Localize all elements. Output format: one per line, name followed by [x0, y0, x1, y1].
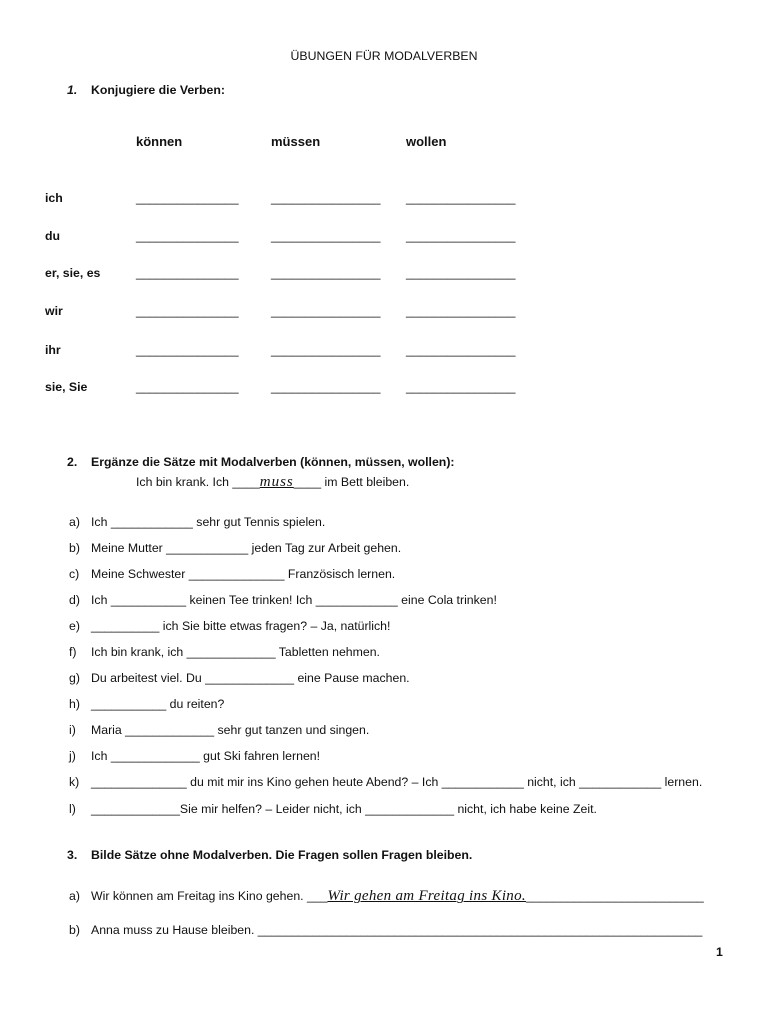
- answer-blank: ________________: [406, 266, 516, 280]
- item-label: j): [69, 749, 76, 763]
- item-sentence: Meine Mutter ____________ jeden Tag zur Arbeit gehen.: [91, 541, 402, 555]
- section-3-heading: [0, 847, 768, 863]
- answer-blank: _______________: [136, 380, 239, 394]
- column-header-koennen: können: [136, 134, 183, 149]
- answer-blank: ________________: [271, 229, 381, 243]
- section-3-number: 3.: [67, 848, 78, 862]
- example-text-after: ____ im Bett bleiben.: [293, 475, 410, 489]
- item-label: b): [69, 923, 80, 937]
- conjugation-row: [0, 228, 768, 244]
- exercise-item: [0, 670, 768, 686]
- conjugation-row: [0, 379, 768, 395]
- section-1-heading: [0, 82, 768, 98]
- column-header-wollen: wollen: [406, 134, 447, 149]
- answer-blank: _______________: [136, 304, 239, 318]
- item-sentence: Ich ____________ sehr gut Tennis spielen.: [91, 515, 326, 529]
- example-handwritten-answer: muss: [259, 474, 294, 490]
- worksheet-title: ÜBUNGEN FÜR MODALVERBEN: [290, 49, 478, 63]
- item-sentence: ______________ du mit mir ins Kino gehen heute Abend? – Ich ____________ nicht, ich ____________ lernen.: [91, 775, 703, 789]
- section-3-instruction: Bilde Sätze ohne Modalverben. Die Fragen sollen Fragen bleiben.: [91, 848, 473, 862]
- pronoun-label: ihr: [45, 343, 61, 357]
- answer-blank: ________________: [271, 304, 381, 318]
- item-label: f): [69, 645, 77, 659]
- exercise-item: [0, 774, 768, 790]
- answer-blank: _______________: [136, 343, 239, 357]
- exercise-item: [0, 514, 768, 530]
- section-1-number: 1.: [67, 83, 78, 97]
- exercise-item: [0, 566, 768, 582]
- column-header-muessen: müssen: [271, 134, 321, 149]
- item-label: c): [69, 567, 80, 581]
- exercise-item: [0, 801, 768, 817]
- pronoun-label: sie, Sie: [45, 380, 88, 394]
- answer-blank: ___: [306, 889, 328, 903]
- answer-blank: _______________: [136, 266, 239, 280]
- item-sentence: Ich _____________ gut Ski fahren lernen!: [91, 749, 321, 763]
- rewrite-prompt: Wir können am Freitag ins Kino gehen.: [91, 889, 304, 903]
- conjugation-row: [0, 303, 768, 319]
- rewrite-line: [91, 888, 704, 904]
- answer-blank: ________________: [406, 304, 516, 318]
- item-sentence: __________ ich Sie bitte etwas fragen? – Ja, natürlich!: [91, 619, 391, 633]
- answer-blank: _______________: [136, 191, 239, 205]
- pronoun-label: er, sie, es: [45, 266, 101, 280]
- exercise-item: [0, 722, 768, 738]
- example-text-before: Ich bin krank. Ich ____: [136, 475, 260, 489]
- answer-blank: ________________: [271, 380, 381, 394]
- exercise-item: [0, 592, 768, 608]
- section-2-number: 2.: [67, 455, 78, 469]
- conjugation-row: [0, 342, 768, 358]
- conjugation-row: [0, 190, 768, 206]
- rewrite-prompt: Anna muss zu Hause bleiben.: [91, 923, 255, 937]
- answer-blank: _______________: [136, 229, 239, 243]
- example-sentence: [136, 474, 409, 490]
- item-label: d): [69, 593, 80, 607]
- item-sentence: Ich bin krank, ich _____________ Tabletten nehmen.: [91, 645, 380, 659]
- item-label: e): [69, 619, 80, 633]
- answer-blank: _________________________________________________________________: [257, 923, 703, 937]
- item-sentence: _____________Sie mir helfen? – Leider nicht, ich _____________ nicht, ich habe keine Zeit.: [91, 802, 597, 816]
- item-label: g): [69, 671, 80, 685]
- exercise-item: [0, 748, 768, 764]
- item-label: l): [69, 802, 76, 816]
- answer-blank: ________________: [406, 343, 516, 357]
- section-2-heading: [0, 454, 768, 470]
- item-label: a): [69, 515, 80, 529]
- answer-blank: ________________: [271, 191, 381, 205]
- answer-blank: __________________________: [525, 889, 704, 903]
- item-label: h): [69, 697, 80, 711]
- item-label: i): [69, 723, 76, 737]
- page-number: 1: [716, 945, 723, 959]
- rewrite-item: [0, 922, 768, 938]
- item-sentence: Du arbeitest viel. Du _____________ eine Pause machen.: [91, 671, 410, 685]
- answer-blank: ________________: [406, 191, 516, 205]
- item-sentence: Ich ___________ keinen Tee trinken! Ich ____________ eine Cola trinken!: [91, 593, 497, 607]
- exercise-item: [0, 618, 768, 634]
- section-2-instruction: Ergänze die Sätze mit Modalverben (können, müssen, wollen):: [91, 455, 455, 469]
- answer-blank: ________________: [406, 229, 516, 243]
- rewrite-item: [0, 888, 768, 904]
- exercise-item: [0, 696, 768, 712]
- item-sentence: ___________ du reiten?: [91, 697, 225, 711]
- section-1-instruction: Konjugiere die Verben:: [91, 83, 225, 97]
- conjugation-column-headers: [0, 134, 768, 150]
- item-label: b): [69, 541, 80, 555]
- answer-blank: ________________: [406, 380, 516, 394]
- rewrite-line: [91, 922, 702, 938]
- answer-blank: ________________: [271, 266, 381, 280]
- item-sentence: Maria _____________ sehr gut tanzen und singen.: [91, 723, 370, 737]
- exercise-item: [0, 644, 768, 660]
- pronoun-label: ich: [45, 191, 63, 205]
- conjugation-row: [0, 265, 768, 281]
- exercise-item: [0, 540, 768, 556]
- answer-blank: ________________: [271, 343, 381, 357]
- pronoun-label: wir: [45, 304, 63, 318]
- handwritten-answer: Wir gehen am Freitag ins Kino.: [327, 888, 526, 904]
- pronoun-label: du: [45, 229, 61, 243]
- item-label: a): [69, 889, 80, 903]
- item-label: k): [69, 775, 80, 789]
- item-sentence: Meine Schwester ______________ Französisch lernen.: [91, 567, 396, 581]
